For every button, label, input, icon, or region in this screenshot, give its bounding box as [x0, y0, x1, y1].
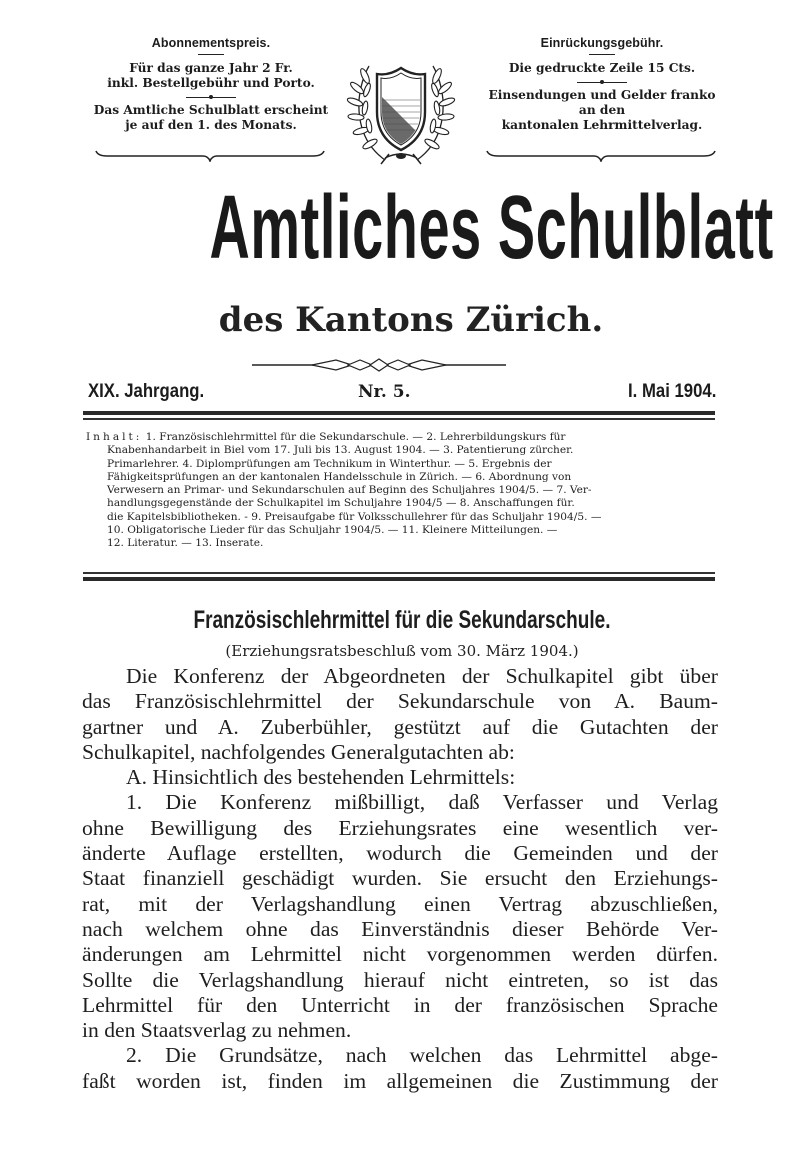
article-line: gartner und A. Zuberbühler, gestützt auf die Gutachten der [82, 714, 718, 739]
article-line: rat, mit der Verlagshandlung einen Vertrag abzuschließen, [82, 891, 718, 916]
article-line: 2. Die Grundsätze, nach welchen das Lehrmittel abge- [126, 1043, 718, 1068]
brace-ornament [486, 150, 716, 162]
article-body [82, 664, 718, 1094]
divider [198, 54, 224, 55]
insertion-fee-heading: Einrückungsgebühr. [540, 36, 664, 50]
article-line: Schulkapitel, nachfolgendes Generalgutachten ab: [82, 739, 515, 764]
article-line: 1. Die Konferenz mißbilligt, daß Verfasser und Verlag [126, 790, 718, 815]
issue-info-row [88, 378, 716, 406]
issue-date: I. Mai 1904. [627, 381, 716, 402]
article-line: A. Hinsichtlich des bestehenden Lehrmittels: [126, 765, 516, 790]
article-line: ohne Bewilligung des Erziehungsrates eine wesentlich ver- [82, 815, 718, 840]
coat-of-arms-icon [345, 60, 457, 166]
toc-line: Verwesern an Primar- und Sekundarschulen auf Beginn des Schuljahres 1904/5. — 7. Ver- [107, 484, 592, 497]
rule-thin [83, 572, 715, 574]
article-subtitle: (Erziehungsratsbeschluß vom 30. März 1904.) [225, 642, 579, 660]
table-of-contents [86, 431, 712, 551]
article-line: änderungen am Lehrmittel nicht vorgenommen werden dürfen. [82, 942, 718, 967]
toc-line: Knabenhandarbeit in Biel vom 17. Juli bis 13. August 1904. — 3. Patentierung zürcher. [107, 444, 574, 457]
dot-divider [577, 78, 627, 86]
fee-line: Die gedruckte Zeile 15 Cts. [508, 61, 696, 75]
toc-label: Inhalt: [86, 431, 143, 443]
article-title: Französischlehrmittel für die Sekundarschule. [193, 606, 611, 634]
publication-line: je auf den 1. des Monats. [125, 118, 297, 132]
article-line: nach welchem ohne das Einverständnis dieser Behörde Ver- [82, 916, 718, 941]
rule-thick [83, 577, 715, 581]
masthead-subtitle: des Kantons Zürich. [218, 300, 604, 340]
rule-thick [83, 411, 715, 415]
article-line: Staat finanziell geschädigt wurden. Sie ersucht den Erziehungs- [82, 866, 718, 891]
article-line: Die Konferenz der Abgeordneten der Schulkapitel gibt über [126, 664, 718, 688]
volume-label: XIX. Jahrgang. [88, 381, 205, 402]
article-line: das Französischlehrmittel der Sekundarschule von A. Baum- [82, 689, 718, 714]
article-line: faßt worden ist, finden im allgemeinen die Zustimmung der [82, 1068, 718, 1093]
toc-line: Inhalt: 1. Französischlehrmittel für die Sekundarschule. — 2. Lehrerbildungskurs für [86, 431, 566, 443]
masthead-title: Amtliches Schulblatt [209, 178, 774, 278]
ornamental-divider-icon [252, 358, 506, 372]
toc-line: die Kapitelsbibliotheken. - 9. Preisaufgabe für Volksschullehrer für das Schuljahr 1904/5. — [107, 510, 602, 523]
toc-line: Fähigkeitsprüfungen an der kantonalen Handelsschule in Zürich. — 6. Abordnung von [107, 470, 572, 483]
subscription-line: inkl. Bestellgebühr und Porto. [107, 76, 315, 90]
article-line: änderte Auflage erstellten, wodurch die Gemeinden und der [82, 841, 718, 866]
toc-line: Primarlehrer. 4. Diplomprüfungen am Technikum in Winterthur. — 5. Ergebnis der [107, 457, 552, 470]
rule-thin [83, 418, 715, 420]
brace-ornament [95, 150, 325, 162]
divider [589, 54, 615, 55]
issue-number: Nr. 5. [358, 382, 411, 402]
submission-line: Einsendungen und Gelder franko [488, 88, 716, 102]
toc-line: 12. Literatur. — 13. Inserate. [107, 537, 264, 550]
submission-line: kantonalen Lehrmittelverlag. [501, 118, 703, 132]
toc-line: handlungsgegenstände der Schulkapitel im Schuljahre 1904/5 — 8. Anschaffungen für. [107, 497, 575, 510]
toc-line: 10. Obligatorische Lieder für das Schuljahr 1904/5. — 11. Kleinere Mitteilungen. — [107, 524, 558, 537]
subscription-heading: Abonnementspreis. [151, 36, 271, 50]
insertion-fee-box [470, 36, 734, 133]
article-line: in den Staatsverlag zu nehmen. [82, 1018, 352, 1043]
article-line: Sollte die Verlagshandlung hierauf nicht eintreten, so ist das [82, 967, 718, 992]
publication-line: Das Amtliche Schulblatt erscheint [93, 103, 329, 117]
dot-divider [186, 93, 236, 101]
subscription-price-box [86, 36, 336, 133]
subscription-line: Für das ganze Jahr 2 Fr. [129, 61, 293, 75]
article-line: Lehrmittel für den Unterricht in der französischen Sprache [82, 992, 718, 1017]
submission-line: an den [578, 103, 626, 117]
